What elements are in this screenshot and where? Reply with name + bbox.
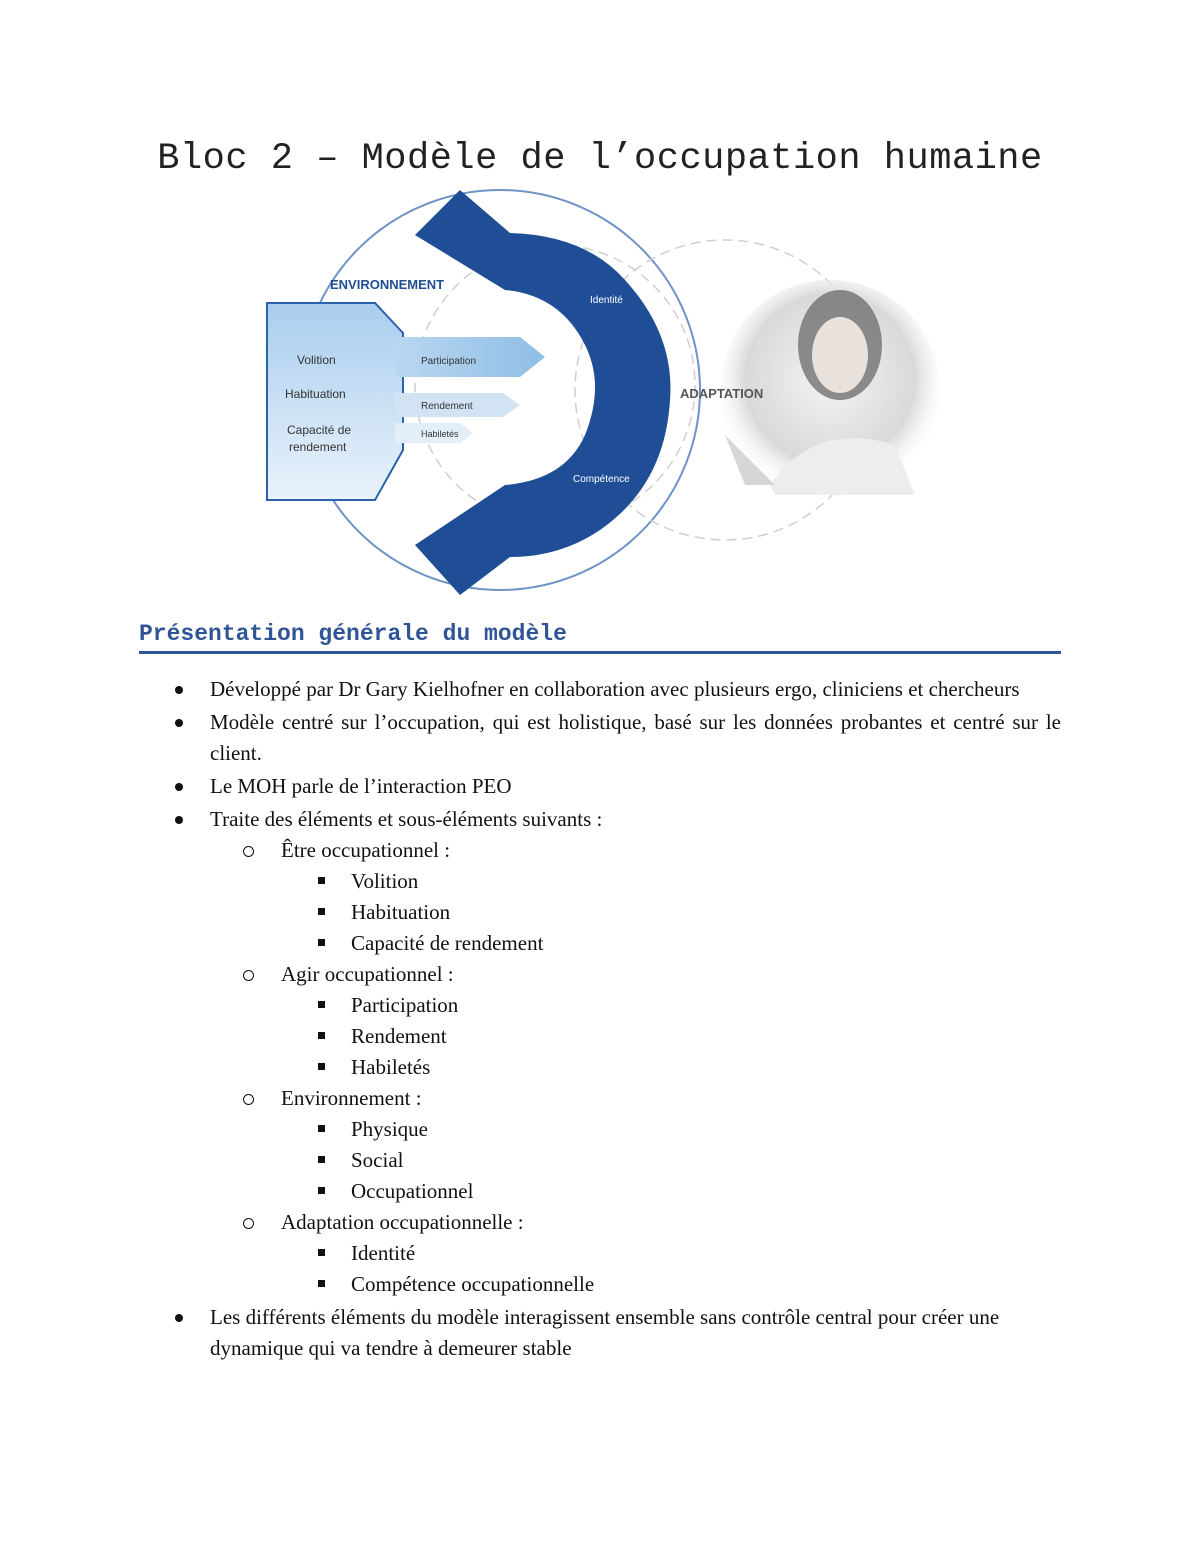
- bullet-icon: [175, 719, 183, 727]
- sub-sub-list-item: Identité: [0, 1238, 1061, 1269]
- list-item: Les différents éléments du modèle interagissent ensemble sans contrôle central pour créer une dynamique qui va tendre à demeurer stable: [0, 1302, 1200, 1364]
- moh-diagram: [255, 185, 955, 595]
- bullet-icon: [175, 816, 183, 824]
- environment-label: ENVIRONNEMENT: [330, 277, 445, 292]
- sub-sub-list-item: Habiletés: [0, 1052, 1061, 1083]
- circle-bullet-icon: [243, 970, 254, 981]
- bullet-icon: [175, 686, 183, 694]
- adaptation-label: ADAPTATION: [680, 386, 764, 401]
- section-heading: Présentation générale du modèle: [139, 621, 1061, 654]
- main-bullet-list: [0, 674, 1200, 1364]
- sub-sub-list-item: Habituation: [0, 897, 1061, 928]
- sub-list-item: Adaptation occupationnelle : Identité Compétence occupationnelle: [0, 1207, 1061, 1300]
- bullet-content: [0, 674, 1200, 1366]
- sub-sub-list-item: Compétence occupationnelle: [0, 1269, 1061, 1300]
- list-item: Développé par Dr Gary Kielhofner en collaboration avec plusieurs ergo, cliniciens et chercheurs: [0, 674, 1200, 705]
- label-competence: Compétence: [573, 474, 630, 485]
- sub-sub-list-item: Social: [0, 1145, 1061, 1176]
- sub-sub-list: [0, 1114, 1061, 1207]
- label-capacite: Capacité de: [287, 423, 352, 437]
- list-item: Traite des éléments et sous-éléments suivants : Être occupationnel : Volition Habituation Capacité de rendement Agir occupationnel : Participation Rendement Habiletés Environnement : Physique Social Occupationnel Adaptation occupationnelle : Identité Compétence occupationnelle: [0, 804, 1200, 1300]
- square-bullet-icon: [318, 1001, 325, 1008]
- sub-sub-list: [0, 866, 1061, 959]
- list-item: Le MOH parle de l’interaction PEO: [0, 771, 1200, 802]
- square-bullet-icon: [318, 1156, 325, 1163]
- square-bullet-icon: [318, 1032, 325, 1039]
- label-rendement: Rendement: [421, 401, 473, 412]
- square-bullet-icon: [318, 877, 325, 884]
- sub-sub-list-item: Participation: [0, 990, 1061, 1021]
- document-title: Bloc 2 – Modèle de l’occupation humaine: [157, 138, 1043, 180]
- label-volition: Volition: [297, 353, 336, 367]
- circle-bullet-icon: [243, 1218, 254, 1229]
- sub-list-item: Environnement : Physique Social Occupationnel: [0, 1083, 1061, 1207]
- square-bullet-icon: [318, 1125, 325, 1132]
- volition-box: [267, 303, 403, 500]
- sub-list: [0, 835, 1061, 1300]
- square-bullet-icon: [318, 908, 325, 915]
- sub-sub-list-item: Physique: [0, 1114, 1061, 1145]
- label-identite: Identité: [590, 295, 623, 306]
- square-bullet-icon: [318, 1249, 325, 1256]
- square-bullet-icon: [318, 1187, 325, 1194]
- square-bullet-icon: [318, 939, 325, 946]
- blue-ring-arrow: [415, 190, 670, 595]
- label-rendement-capacite: rendement: [289, 440, 347, 454]
- list-item: Modèle centré sur l’occupation, qui est holistique, basé sur les données probantes et centré sur le client.: [0, 707, 1200, 769]
- sub-sub-list: [0, 990, 1061, 1083]
- bullet-icon: [175, 783, 183, 791]
- sub-sub-list-item: Occupationnel: [0, 1176, 1061, 1207]
- sub-sub-list-item: Volition: [0, 866, 1061, 897]
- square-bullet-icon: [318, 1280, 325, 1287]
- label-participation: Participation: [421, 356, 477, 367]
- sub-list-item: Agir occupationnel : Participation Rendement Habiletés: [0, 959, 1061, 1083]
- circle-bullet-icon: [243, 846, 254, 857]
- square-bullet-icon: [318, 1063, 325, 1070]
- label-habiletes: Habiletés: [421, 429, 459, 439]
- sub-list-item: Être occupationnel : Volition Habituation Capacité de rendement: [0, 835, 1061, 959]
- sub-sub-list-item: Rendement: [0, 1021, 1061, 1052]
- sub-sub-list-item: Capacité de rendement: [0, 928, 1061, 959]
- label-habituation: Habituation: [285, 387, 346, 401]
- circle-bullet-icon: [243, 1094, 254, 1105]
- sub-sub-list: [0, 1238, 1061, 1300]
- bullet-icon: [175, 1314, 183, 1322]
